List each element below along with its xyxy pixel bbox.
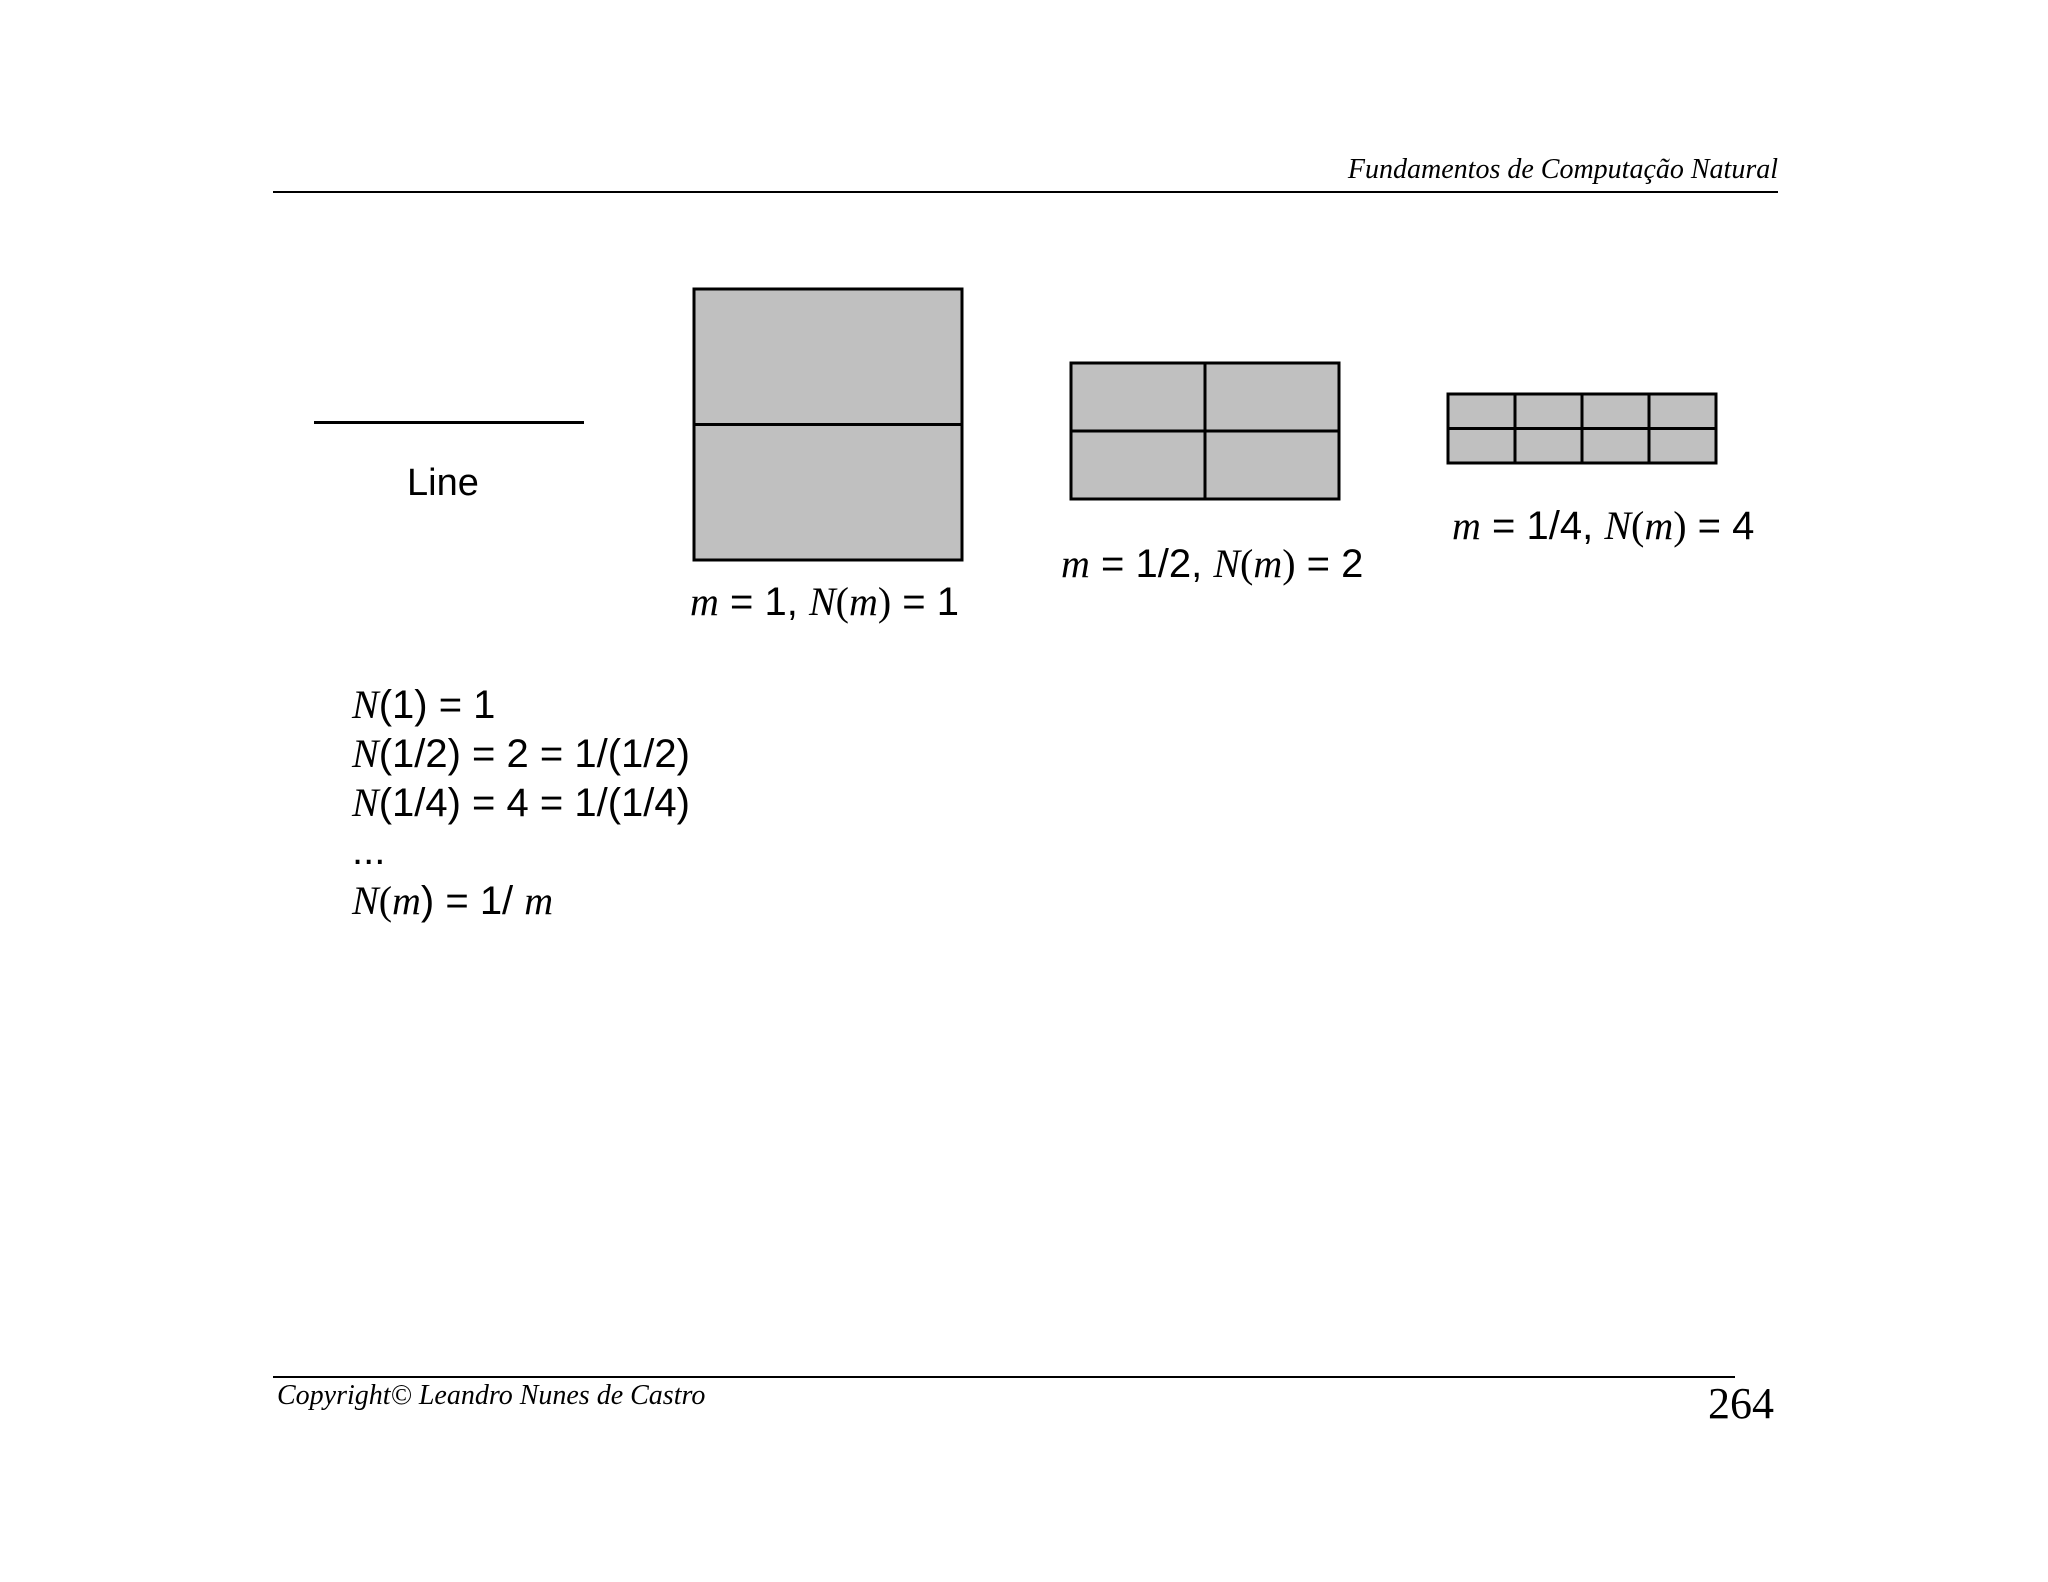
rectangle-figure-3 xyxy=(1448,394,1716,463)
cell-r0-c1 xyxy=(1515,394,1582,429)
cell-r1-c1 xyxy=(1205,431,1339,499)
caption-N: N xyxy=(1604,503,1631,548)
cell-r0-c1 xyxy=(1205,363,1339,431)
caption-paren-close: ) xyxy=(1673,503,1687,548)
caption-paren-open: ( xyxy=(1240,541,1254,586)
cell-r1-c3 xyxy=(1649,429,1716,464)
footer-copyright: Copyright© Leandro Nunes de Castro xyxy=(277,1380,706,1411)
eq-rest: (1/4) = 4 = 1/(1/4) xyxy=(378,781,690,825)
cell-r0-c0 xyxy=(1448,394,1515,429)
equation-ellipsis xyxy=(352,827,690,876)
figure-caption-3 xyxy=(1452,502,1754,549)
eq-N: N xyxy=(352,682,379,727)
eq-m: m xyxy=(524,878,554,923)
eq-rest: (1/2) = 2 = 1/(1/2) xyxy=(378,732,690,776)
caption-paren-open: ( xyxy=(1631,503,1645,548)
eq-m: m xyxy=(392,878,421,923)
rectangle-figure-1 xyxy=(694,289,962,560)
caption-m: m xyxy=(690,579,719,624)
figure-caption-2 xyxy=(1061,540,1363,587)
caption-m: m xyxy=(1452,503,1481,548)
cell-r1-c0 xyxy=(1071,431,1205,499)
caption-m-value: = 1/4, xyxy=(1480,504,1605,548)
equations-block xyxy=(352,680,690,925)
cell-r0-c0 xyxy=(694,289,962,425)
caption-result: = 2 xyxy=(1295,542,1364,586)
equation-general xyxy=(352,876,690,925)
caption-paren-open: ( xyxy=(835,579,849,624)
figure-caption-1 xyxy=(690,578,959,625)
cell-r1-c1 xyxy=(1515,429,1582,464)
caption-N: N xyxy=(1213,541,1240,586)
page-number: 264 xyxy=(1708,1379,1774,1428)
caption-result: = 4 xyxy=(1686,504,1755,548)
caption-m2: m xyxy=(848,579,878,624)
eq-N: N xyxy=(352,878,379,923)
caption-result: = 1 xyxy=(891,580,960,624)
eq-N: N xyxy=(352,731,379,776)
caption-paren-close: ) xyxy=(877,579,892,624)
caption-m-value: = 1/2, xyxy=(1089,542,1214,586)
eq-rest: (1) = 1 xyxy=(378,683,496,727)
caption-m-value: = 1, xyxy=(718,580,809,624)
cell-r0-c3 xyxy=(1649,394,1716,429)
caption-N: N xyxy=(808,579,836,624)
caption-m: m xyxy=(1061,541,1090,586)
cell-r1-c0 xyxy=(1448,429,1515,464)
footer-rule xyxy=(273,1376,1735,1378)
eq-rest: ... xyxy=(352,829,386,873)
cell-r0-c2 xyxy=(1582,394,1649,429)
line-label: Line xyxy=(407,462,479,504)
eq-paren: ( xyxy=(378,878,393,923)
equation-line-3 xyxy=(352,778,690,827)
rectangle-figure-2 xyxy=(1071,363,1339,499)
equation-line-1 xyxy=(352,680,690,729)
cell-r1-c2 xyxy=(1582,429,1649,464)
caption-m2: m xyxy=(1253,541,1283,586)
caption-m2: m xyxy=(1644,503,1674,548)
eq-rest: ) = 1/ xyxy=(420,879,525,923)
header-title: Fundamentos de Computação Natural xyxy=(1347,154,1778,185)
caption-paren-close: ) xyxy=(1282,541,1296,586)
equation-line-2 xyxy=(352,729,690,778)
eq-N: N xyxy=(352,780,379,825)
cell-r0-c0 xyxy=(1071,363,1205,431)
cell-r1-c0 xyxy=(694,425,962,561)
